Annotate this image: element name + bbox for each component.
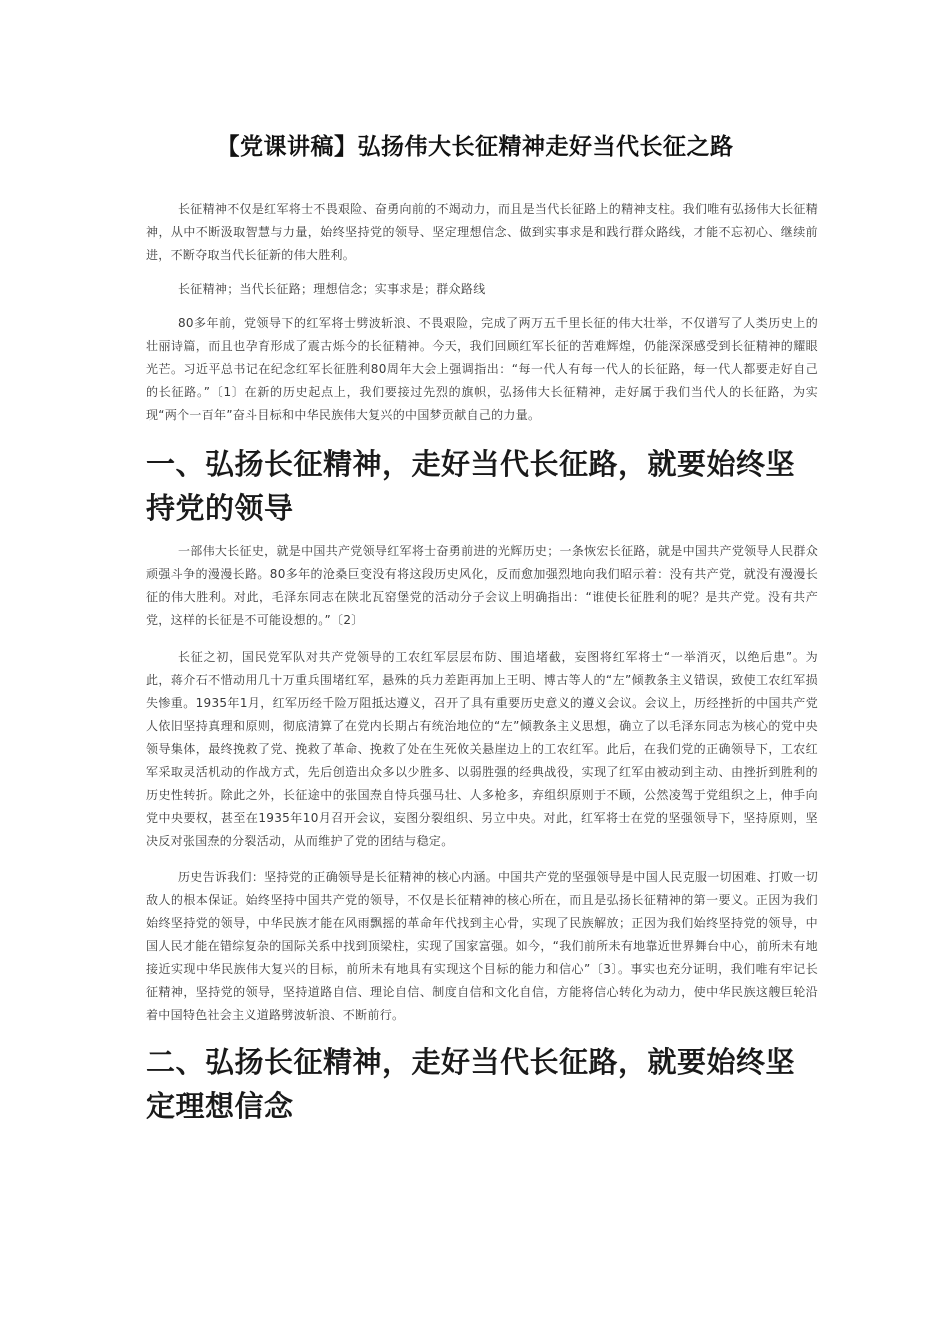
section-1-paragraph-3: 历史告诉我们：坚持党的正确领导是长征精神的核心内涵。中国共产党的坚强领导是中国人民克服一切困难、打败一切敌人的根本保证。始终坚持中国共产党的领导，不仅是长征精神的核心所在，而且是弘扬长征精神的第一要义。正因为我们始终坚持党的领导，中华民族才能在风雨飘摇的革命年代找到主心骨，实现了民族解放；正因为我们始终坚持党的领导，中国人民才能在错综复杂的国际关系中找到顶梁柱，实现了国家富强。如今，“我们前所未有地靠近世界舞台中心，前所未有地接近实现中华民族伟大复兴的目标，前所未有地具有实现这个目标的能力和信心”〔3〕。事实也充分证明，我们唯有牢记长征精神，坚持党的领导，坚持道路自信、理论自信、制度自信和文化自信，方能将信心转化为动力，使中华民族这艘巨轮沿着中国特色社会主义道路劈波斩浪、不断前行。	[146, 870, 818, 1022]
section-1-paragraph-2: 长征之初，国民党军队对共产党领导的工农红军层层布防、围追堵截，妄图将红军将士“一举消灭，以绝后患”。为此，蒋介石不惜动用几十万重兵围堵红军，悬殊的兵力差距再加上王明、博古等人的“左”倾教条主义错误，致使工农红军损失惨重。1935年1月，红军历经千险万阻抵达遵义，召开了具有重要历史意义的遵义会议。会议上，历经挫折的中国共产党人依旧坚持真理和原则，彻底清算了在党内长期占有统治地位的“左”倾教条主义思想，确立了以毛泽东同志为核心的党中央领导集体，最终挽救了党、挽救了革命、挽救了处在生死攸关悬崖边上的工农红军。此后，在我们党的正确领导下，工农红军采取灵活机动的作战方式，先后创造出众多以少胜多、以弱胜强的经典战役，实现了红军由被动到主动、由挫折到胜利的历史性转折。除此之外，长征途中的张国焘自恃兵强马壮、人多枪多，弃组织原则于不顾，公然凌驾于党组织之上，伸手向党中央要权，甚至在1935年10月召开会议，妄图分裂组织、另立中央。对此，红军将士在党的坚强领导下，坚持原则，坚决反对张国焘的分裂活动，从而维护了党的团结与稳定。	[146, 650, 818, 848]
section-1-heading: 一、弘扬长征精神，走好当代长征路，就要始终坚持党的领导	[146, 447, 796, 525]
document-title: 【党课讲稿】弘扬伟大长征精神走好当代长征之路	[216, 134, 734, 160]
section-1-paragraph-1: 一部伟大长征史，就是中国共产党领导红军将士奋勇前进的光辉历史；一条恢宏长征路，就是中国共产党领导人民群众顽强斗争的漫漫长路。80多年的沧桑巨变没有将这段历史风化，反而愈加强烈地向我们昭示着：没有共产党，就没有漫漫长征的伟大胜利。对此，毛泽东同志在陕北瓦窑堡党的活动分子会议上明确指出：“谁使长征胜利的呢？是共产党。没有共产党，这样的长征是不可能设想的。”〔2〕	[146, 544, 818, 627]
intro-paragraph: 80多年前，党领导下的红军将士劈波斩浪、不畏艰险，完成了两万五千里长征的伟大壮举，不仅谱写了人类历史上的壮丽诗篇，而且也孕育形成了震古烁今的长征精神。今天，我们回顾红军长征的苦难辉煌，仍能深深感受到长征精神的耀眼光芒。习近平总书记在纪念红军长征胜利80周年大会上强调指出：“每一代人有每一代人的长征路，每一代人都要走好自己的长征路。”〔1〕在新的历史起点上，我们要接过先烈的旗帜，弘扬伟大长征精神，走好属于我们当代人的长征路，为实现“两个一百年”奋斗目标和中华民族伟大复兴的中国梦贡献自己的力量。	[146, 316, 818, 422]
abstract-paragraph: 长征精神不仅是红军将士不畏艰险、奋勇向前的不竭动力，而且是当代长征路上的精神支柱。我们唯有弘扬伟大长征精神，从中不断汲取智慧与力量，始终坚持党的领导、坚定理想信念、做到实事求是和践行群众路线，才能不忘初心、继续前进，不断夺取当代长征新的伟大胜利。	[146, 202, 818, 262]
keywords-paragraph: 长征精神；当代长征路；理想信念；实事求是；群众路线	[178, 282, 486, 296]
section-2-heading: 二、弘扬长征精神，走好当代长征路，就要始终坚定理想信念	[146, 1045, 796, 1123]
